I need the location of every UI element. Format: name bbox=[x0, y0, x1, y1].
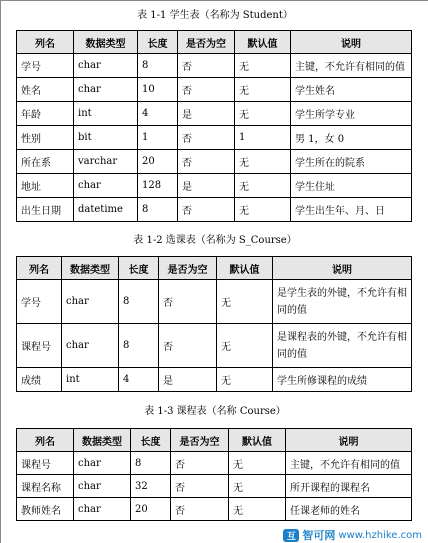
table-cell: 无 bbox=[217, 324, 273, 368]
table-cell: 8 bbox=[119, 324, 159, 368]
table-cell: 年龄 bbox=[17, 102, 74, 126]
header-cell: 默认值 bbox=[229, 429, 286, 452]
table-cell: 无 bbox=[217, 368, 273, 392]
table-cell: char bbox=[74, 452, 131, 475]
table-cell: 无 bbox=[235, 174, 291, 198]
table-cell: int bbox=[74, 102, 138, 126]
table-header-row bbox=[17, 257, 412, 280]
table-cell: 4 bbox=[119, 368, 159, 392]
table-cell: 无 bbox=[235, 150, 291, 174]
header-cell: 长度 bbox=[138, 31, 178, 54]
table-row bbox=[17, 368, 412, 392]
table-cell: char bbox=[74, 498, 131, 521]
table-cell: 无 bbox=[229, 498, 286, 521]
table-cell: 学生所在的院系 bbox=[291, 150, 412, 174]
table-cell: datetime bbox=[74, 198, 138, 222]
table-cell: 学生住址 bbox=[291, 174, 412, 198]
table-cell: char bbox=[62, 280, 119, 324]
s-course-table bbox=[16, 256, 412, 392]
table-row bbox=[17, 54, 412, 78]
table-cell: 8 bbox=[138, 198, 178, 222]
table-cell: 出生日期 bbox=[17, 198, 74, 222]
table-cell: 8 bbox=[138, 54, 178, 78]
table-cell: 所开课程的课程名 bbox=[286, 475, 412, 498]
header-cell: 列名 bbox=[17, 429, 74, 452]
table-cell: 否 bbox=[178, 150, 235, 174]
table-2-caption: 表 1-2 选课表（名称为 S_Course） bbox=[133, 235, 297, 246]
table-cell: 无 bbox=[235, 78, 291, 102]
header-cell: 数据类型 bbox=[62, 257, 119, 280]
table-cell: 20 bbox=[138, 150, 178, 174]
table-cell: char bbox=[74, 78, 138, 102]
table-cell: 10 bbox=[138, 78, 178, 102]
header-cell: 说明 bbox=[291, 31, 412, 54]
table-row bbox=[17, 475, 412, 498]
table-cell: 是 bbox=[178, 174, 235, 198]
table-row bbox=[17, 198, 412, 222]
table-cell: char bbox=[62, 324, 119, 368]
header-cell: 是否为空 bbox=[159, 257, 217, 280]
table-cell: 1 bbox=[235, 126, 291, 150]
header-cell: 列名 bbox=[17, 31, 74, 54]
table-cell: 无 bbox=[229, 452, 286, 475]
table-cell: 地址 bbox=[17, 174, 74, 198]
header-cell: 说明 bbox=[273, 257, 412, 280]
header-cell: 列名 bbox=[17, 257, 62, 280]
table-header-row bbox=[17, 31, 412, 54]
table-cell: 性别 bbox=[17, 126, 74, 150]
table-cell: 否 bbox=[171, 452, 229, 475]
table-cell: 学生姓名 bbox=[291, 78, 412, 102]
table-cell: 学生所修课程的成绩 bbox=[273, 368, 412, 392]
table-cell: 无 bbox=[229, 475, 286, 498]
table-cell: 否 bbox=[171, 498, 229, 521]
header-cell: 默认值 bbox=[235, 31, 291, 54]
table-cell: 否 bbox=[159, 324, 217, 368]
table-cell: 无 bbox=[235, 102, 291, 126]
table-3-caption: 表 1-3 课程表（名称 Course） bbox=[144, 406, 286, 417]
table-cell: 否 bbox=[178, 54, 235, 78]
table-cell: 是 bbox=[178, 102, 235, 126]
table-cell: 任课老师的姓名 bbox=[286, 498, 412, 521]
table-cell: 否 bbox=[178, 126, 235, 150]
table-cell: 学号 bbox=[17, 54, 74, 78]
table-cell: 学生出生年、月、日 bbox=[291, 198, 412, 222]
table-row bbox=[17, 174, 412, 198]
table-row bbox=[17, 102, 412, 126]
table-cell: 成绩 bbox=[17, 368, 62, 392]
header-cell: 默认值 bbox=[217, 257, 273, 280]
table-cell: 学号 bbox=[17, 280, 62, 324]
header-cell: 数据类型 bbox=[74, 31, 138, 54]
table-cell: char bbox=[74, 174, 138, 198]
table-cell: 128 bbox=[138, 174, 178, 198]
header-cell: 是否为空 bbox=[178, 31, 235, 54]
table-cell: 是学生表的外键，不允许有相同的值 bbox=[273, 280, 412, 324]
table-row bbox=[17, 150, 412, 174]
table-row bbox=[17, 78, 412, 102]
table-cell: 8 bbox=[131, 452, 171, 475]
table-row bbox=[17, 126, 412, 150]
table-cell: 无 bbox=[235, 198, 291, 222]
table-cell: 否 bbox=[178, 198, 235, 222]
student-table bbox=[16, 30, 412, 222]
table-cell: varchar bbox=[74, 150, 138, 174]
table-cell: 32 bbox=[131, 475, 171, 498]
table-row bbox=[17, 452, 412, 475]
header-cell: 是否为空 bbox=[171, 429, 229, 452]
table-cell: 学生所学专业 bbox=[291, 102, 412, 126]
table-cell: 否 bbox=[178, 78, 235, 102]
table-cell: 否 bbox=[159, 280, 217, 324]
table-cell: char bbox=[74, 475, 131, 498]
header-cell: 长度 bbox=[131, 429, 171, 452]
header-cell: 说明 bbox=[286, 429, 412, 452]
table-cell: int bbox=[62, 368, 119, 392]
table-cell: 4 bbox=[138, 102, 178, 126]
table-cell: 无 bbox=[217, 280, 273, 324]
table-cell: 教师姓名 bbox=[17, 498, 74, 521]
table-cell: 男 1，女 0 bbox=[291, 126, 412, 150]
table-cell: 8 bbox=[119, 280, 159, 324]
watermark-site-name: 智可网 bbox=[302, 529, 336, 542]
table-cell: 课程名称 bbox=[17, 475, 74, 498]
table-1-caption: 表 1-1 学生表（名称为 Student） bbox=[137, 10, 293, 21]
table-header-row bbox=[17, 429, 412, 452]
watermark-logo-icon: 互 bbox=[283, 529, 299, 542]
table-cell: 姓名 bbox=[17, 78, 74, 102]
table-cell: 无 bbox=[235, 54, 291, 78]
table-cell: bit bbox=[74, 126, 138, 150]
table-cell: 是课程表的外键，不允许有相同的值 bbox=[273, 324, 412, 368]
table-cell: 20 bbox=[131, 498, 171, 521]
header-cell: 长度 bbox=[119, 257, 159, 280]
table-cell: 所在系 bbox=[17, 150, 74, 174]
table-row bbox=[17, 324, 412, 368]
table-cell: char bbox=[74, 54, 138, 78]
table-cell: 否 bbox=[171, 475, 229, 498]
table-cell: 1 bbox=[138, 126, 178, 150]
table-cell: 主键，不允许有相同的值 bbox=[286, 452, 412, 475]
table-row bbox=[17, 498, 412, 521]
table-cell: 是 bbox=[159, 368, 217, 392]
table-cell: 课程号 bbox=[17, 324, 62, 368]
site-watermark bbox=[283, 527, 422, 543]
table-cell: 课程号 bbox=[17, 452, 74, 475]
table-row bbox=[17, 280, 412, 324]
header-cell: 数据类型 bbox=[74, 429, 131, 452]
course-table bbox=[16, 428, 412, 521]
table-cell: 主键，不允许有相同的值 bbox=[291, 54, 412, 78]
watermark-url: www.hzhike.com bbox=[338, 529, 422, 541]
